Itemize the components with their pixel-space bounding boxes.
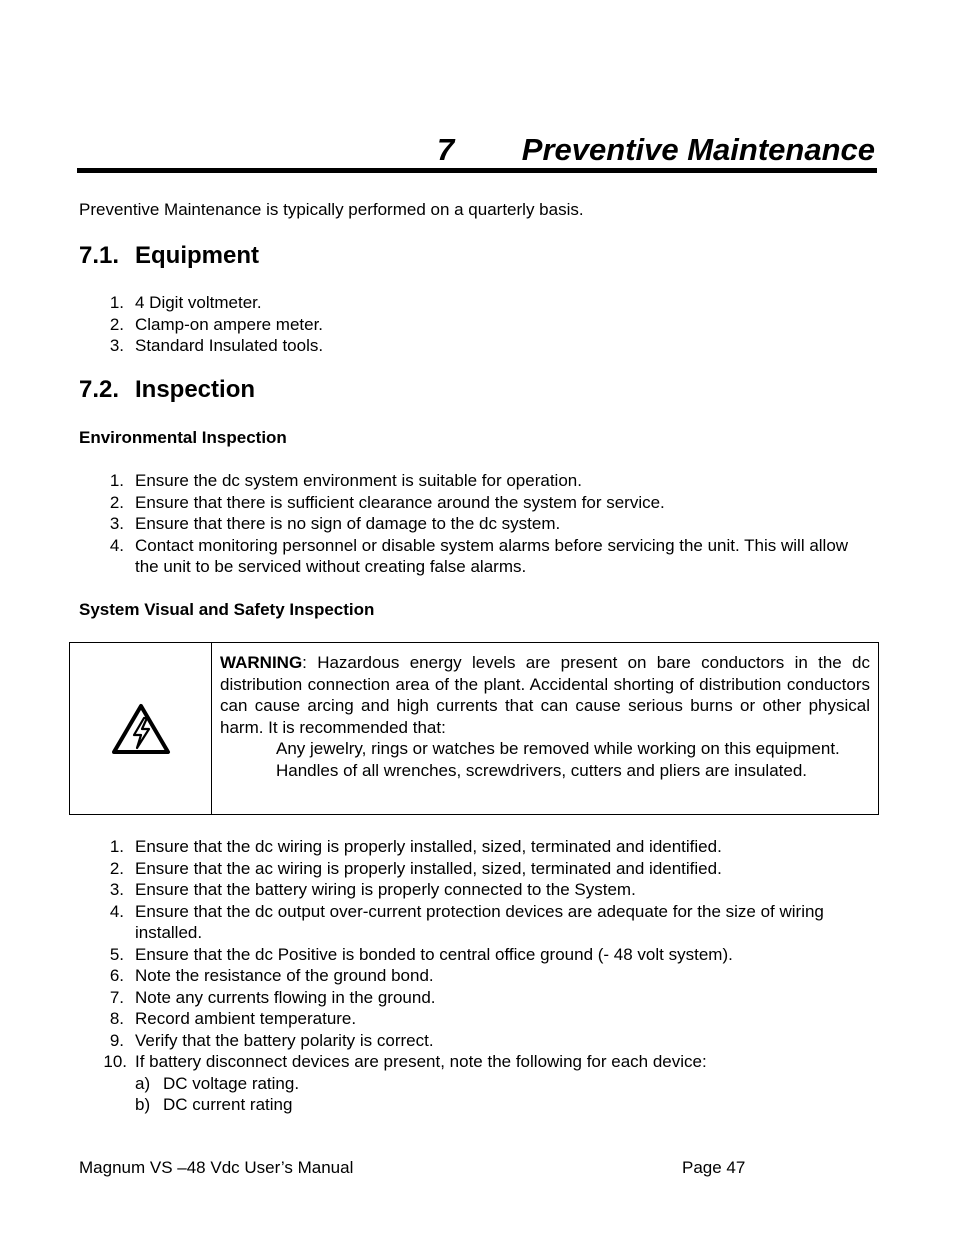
list-item: 3. Ensure that the battery wiring is properly connected to the System.: [109, 880, 636, 899]
chapter-heading: [77, 128, 877, 173]
sub-list-item: b) DC current rating: [135, 1095, 293, 1114]
list-item: 1. Ensure that the dc wiring is properly installed, sized, terminated and identified.: [109, 837, 722, 856]
warning-icon-cell: [70, 643, 212, 814]
warning-bullet: Handles of all wrenches, screwdrivers, cutters and pliers are insulated.: [276, 760, 808, 780]
chapter-title: Preventive Maintenance: [521, 132, 875, 167]
list-item: 1. 4 Digit voltmeter.: [109, 293, 262, 312]
list-item: 6. Note the resistance of the ground bond.: [109, 966, 434, 985]
warning-body: [220, 652, 870, 738]
section-number: 7.1.: [79, 242, 120, 269]
list-item: 1. Ensure the dc system environment is suitable for operation.: [109, 471, 582, 490]
list-item: 3. Standard Insulated tools.: [109, 336, 324, 355]
list-item: 2. Ensure that there is sufficient clearance around the system for service.: [109, 492, 665, 512]
list-item: 5. Ensure that the dc Positive is bonded to central office ground (- 48 volt system).: [109, 944, 733, 964]
high-voltage-warning-icon: [111, 703, 171, 755]
warning-box: [69, 642, 879, 815]
footer-page-number: Page 47: [682, 1158, 746, 1177]
chapter-number: 7: [437, 132, 455, 167]
list-item: 9. Verify that the battery polarity is correct.: [109, 1030, 434, 1050]
warning-text-cell: [212, 643, 878, 814]
list-item: 4. Contact monitoring personnel or disable system alarms before servicing the unit. This will allow the unit to be serviced without creating false alarms.: [109, 535, 849, 576]
list-item: 7. Note any currents flowing in the ground.: [109, 987, 436, 1007]
sub-list: [135, 1073, 859, 1116]
section-heading-inspection: [79, 376, 255, 404]
environmental-inspection-list: [79, 470, 859, 578]
warning-bullet: Any jewelry, rings or watches be removed while working on this equipment.: [276, 739, 840, 758]
section-number: 7.2.: [79, 376, 120, 403]
section-title: Inspection: [135, 376, 256, 403]
sub-list-item: a) DC voltage rating.: [135, 1073, 300, 1093]
warning-text: : Hazardous energy levels are present on bare conductors in the dc distribution connection area of the plant. Accidental shorting of distribution conductors can cause arcing and high currents that can cause serious burns or other physical harm. It is recommended that:: [220, 653, 870, 737]
list-item: 4. Ensure that the dc output over-current protection devices are adequate for the size of wiring installed.: [109, 901, 824, 942]
environmental-inspection-heading: Environmental Inspection: [79, 428, 287, 447]
section-heading-equipment: [79, 242, 259, 270]
list-item: 2. Clamp-on ampere meter.: [109, 314, 324, 334]
intro-paragraph: Preventive Maintenance is typically performed on a quarterly basis.: [79, 200, 584, 219]
footer-manual-title: Magnum VS –48 Vdc User’s Manual: [79, 1158, 354, 1177]
equipment-list: [79, 292, 859, 357]
list-item: 8. Record ambient temperature.: [109, 1009, 357, 1028]
section-title: Equipment: [135, 242, 259, 269]
list-item: 2. Ensure that the ac wiring is properly installed, sized, terminated and identified.: [109, 858, 722, 878]
list-item: 10. If battery disconnect devices are present, note the following for each device: a) DC voltage rating. b) DC current rating: [79, 1051, 859, 1116]
visual-safety-inspection-list: [79, 836, 859, 1116]
warning-label: WARNING: [220, 653, 303, 672]
list-item: 3. Ensure that there is no sign of damage to the dc system.: [109, 514, 561, 533]
visual-safety-inspection-heading: System Visual and Safety Inspection: [79, 600, 375, 619]
